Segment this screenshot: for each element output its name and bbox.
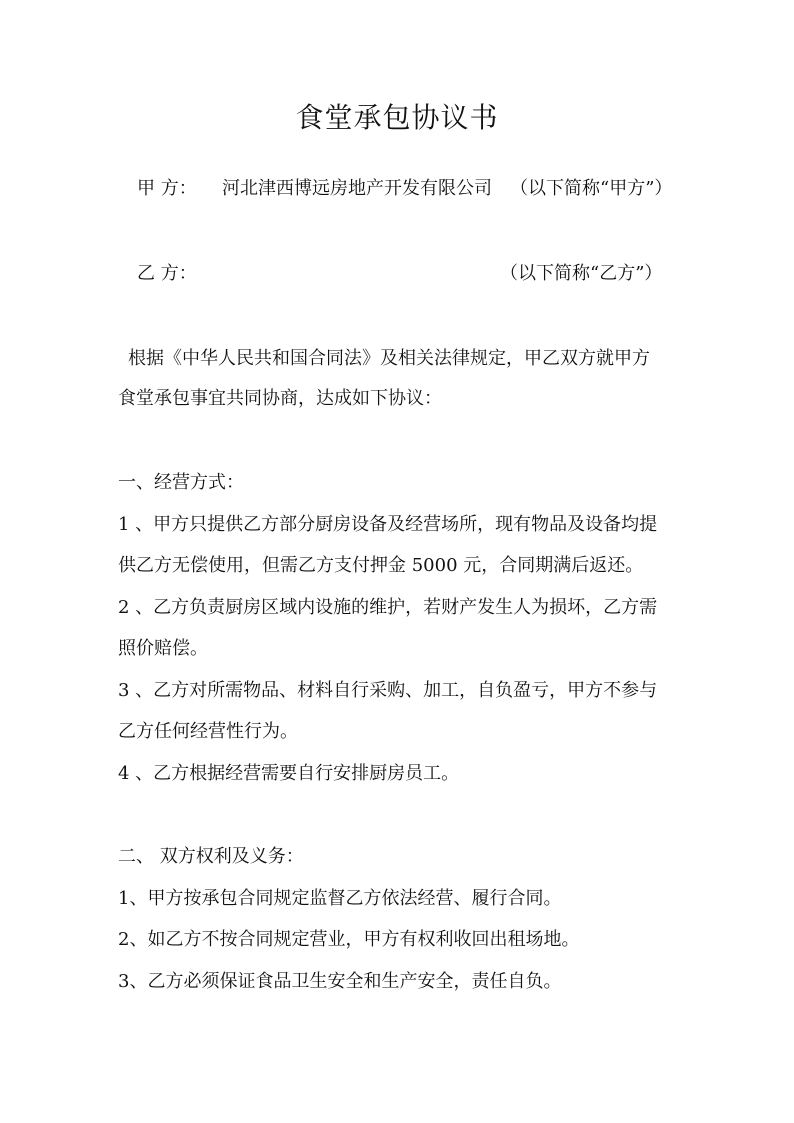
party-a-alias: （以下简称“甲方”） xyxy=(510,178,673,199)
section-line: 3、乙方必须保证食品卫生安全和生产安全，责任自负。 xyxy=(118,971,562,992)
section-line: 照价赔偿。 xyxy=(118,638,208,659)
document-title: 食堂承包协议书 xyxy=(295,101,499,134)
party-a-name: 河北津西博远房地产开发有限公司 xyxy=(222,178,492,199)
section-line: 1、甲方按承包合同规定监督乙方依法经营、履行合同。 xyxy=(118,888,562,909)
section-line: 4 、乙方根据经营需要自行安排厨房员工。 xyxy=(118,763,460,784)
section-heading: 二、 双方权利及义务： xyxy=(118,846,304,867)
party-b-label: 乙 方： xyxy=(137,263,197,284)
section-line: 2、如乙方不按合同规定营业，甲方有权利收回出租场地。 xyxy=(118,929,580,950)
section-line: 供乙方无偿使用，但需乙方支付押金 5000 元，合同期满后返还。 xyxy=(118,555,644,576)
section-line: 乙方任何经营性行为。 xyxy=(118,721,298,742)
party-a-label: 甲 方： xyxy=(137,178,197,199)
preamble-line: 根据《中华人民共和国合同法》及相关法律规定，甲乙双方就甲方 xyxy=(128,348,650,369)
section-line: 3 、乙方对所需物品、材料自行采购、加工，自负盈亏，甲方不参与 xyxy=(118,680,658,701)
party-b-alias: （以下简称“乙方”） xyxy=(500,263,663,284)
preamble-line: 食堂承包事宜共同协商，达成如下协议： xyxy=(118,388,442,409)
section-line: 1 、甲方只提供乙方部分厨房设备及经营场所，现有物品及设备均提 xyxy=(118,514,658,535)
section-heading: 一、经营方式： xyxy=(118,472,244,493)
section-line: 2 、乙方负责厨房区域内设施的维护，若财产发生人为损坏，乙方需 xyxy=(118,597,658,618)
